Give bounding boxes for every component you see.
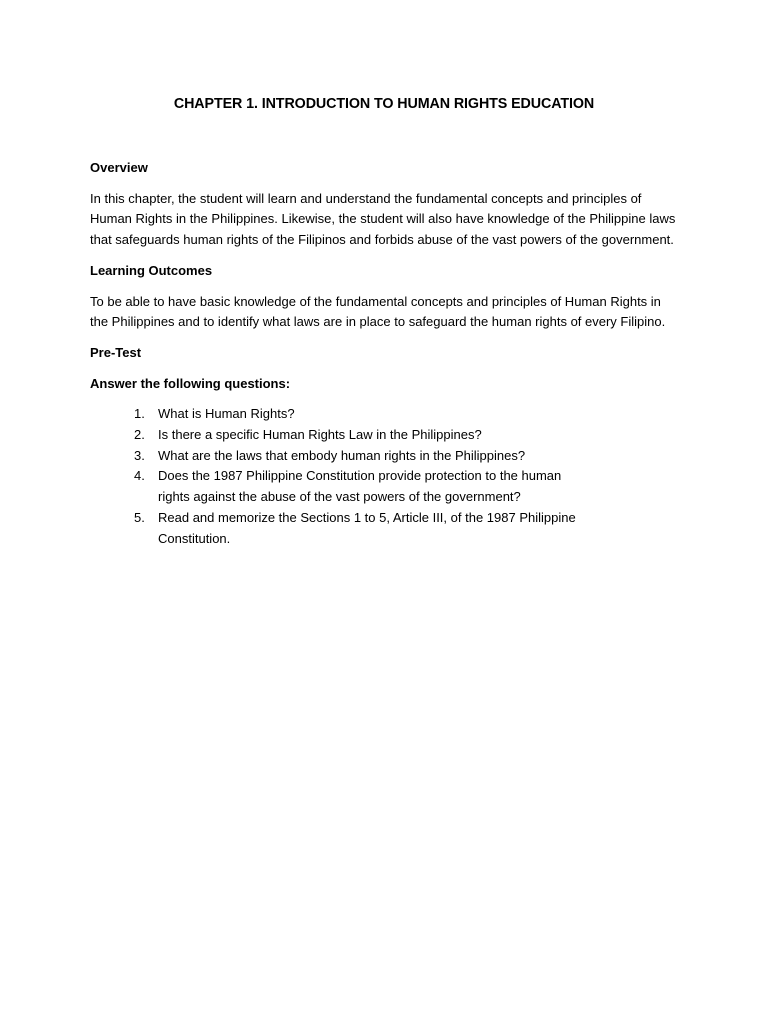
question-item bbox=[90, 466, 682, 507]
overview-heading: Overview bbox=[90, 160, 148, 175]
question-text: Is there a specific Human Rights Law in the Philippines? bbox=[158, 427, 482, 443]
question-text: What are the laws that embody human rights in the Philippines? bbox=[158, 447, 526, 463]
question-text: Read and memorize the Sections 1 to 5, Article III, of the 1987 Philippine Constitution. bbox=[158, 509, 576, 546]
question-item bbox=[90, 508, 682, 549]
question-number: 2. bbox=[134, 427, 145, 443]
question-number: 5. bbox=[134, 509, 145, 525]
question-text: What is Human Rights? bbox=[158, 406, 295, 422]
overview-text: In this chapter, the student will learn and understand the fundamental concepts and principles of Human Rights in the Philippines. Likewise, the student will also have knowledge of the Philippine laws that safeguards human rights of the Filipinos and forbids abuse of the vast powers of the government. bbox=[90, 190, 676, 248]
question-number: 4. bbox=[134, 468, 145, 484]
question-number: 3. bbox=[134, 447, 145, 463]
pre-test-heading: Pre-Test bbox=[90, 344, 142, 360]
chapter-title: CHAPTER 1. INTRODUCTION TO HUMAN RIGHTS EDUCATION bbox=[173, 96, 595, 112]
document-body bbox=[90, 158, 682, 549]
question-item bbox=[90, 425, 682, 446]
question-item bbox=[90, 404, 682, 425]
learning-outcomes-text: To be able to have basic knowledge of the fundamental concepts and principles of Human Rights in the Philippines and to identify what laws are in place to safeguard the human rights of every Filipino. bbox=[90, 293, 666, 330]
question-list bbox=[90, 404, 682, 549]
learning-outcomes-heading: Learning Outcomes bbox=[90, 262, 213, 278]
question-number: 1. bbox=[134, 406, 145, 422]
question-item bbox=[90, 446, 682, 467]
question-text: Does the 1987 Philippine Constitution provide protection to the human rights against the abuse of the vast powers of the government? bbox=[158, 468, 562, 505]
pre-test-instruction: Answer the following questions: bbox=[90, 375, 291, 391]
